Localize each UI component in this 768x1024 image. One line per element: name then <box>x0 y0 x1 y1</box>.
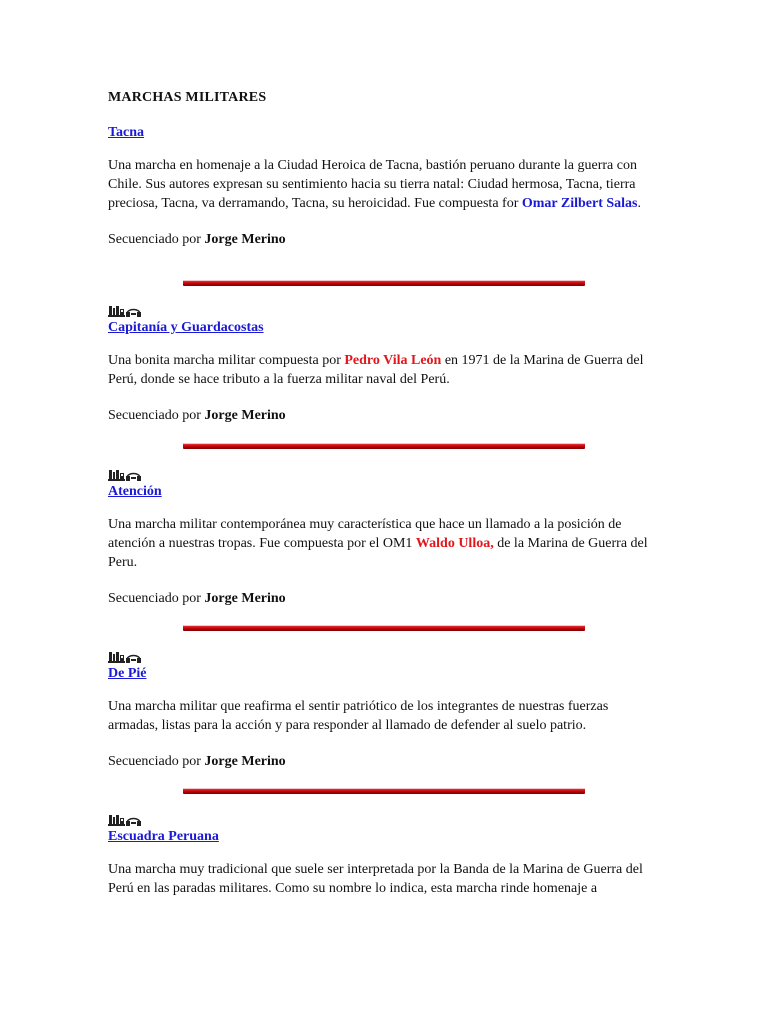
march-description: Una marcha en homenaje a la Ciudad Heroica de Tacna, bastión peruano durante la guerra con Chile. Sus autores expresan su sentimiento hacia su tierra natal: Ciudad hermosa, Tacna, tierra preciosa, Tacna, va derramando, Tacna, su heroicidad. Fue compuesta for Omar Zilbert Salas. <box>108 158 642 211</box>
media-icons <box>108 467 648 481</box>
headphones-icon[interactable] <box>126 652 141 663</box>
march-description: Una marcha muy tradicional que suele ser interpretada por la Banda de la Marina de Guerra del Perú en las paradas militares. Como su nombre lo indica, esta marcha rinde homenaje a <box>108 862 643 896</box>
march-section-tacna <box>108 124 648 249</box>
march-link-atencion[interactable]: Atención <box>108 484 162 499</box>
sequenced-by: Secuenciado por Jorge Merino <box>108 408 286 423</box>
march-section-de-pie <box>108 649 648 771</box>
headphones-icon[interactable] <box>126 815 141 826</box>
composer-name: Omar Zilbert Salas <box>521 196 638 211</box>
player-controls-icon[interactable] <box>108 652 125 663</box>
march-description: Una marcha militar que reafirma el sentir patriótico de los integrantes de nuestras fuerzas armadas, listas para la acción y para responder al llamado de defender al suelo patrio. <box>108 699 609 733</box>
march-link-de-pie[interactable]: De Pié <box>108 666 147 681</box>
sequenced-by: Secuenciado por Jorge Merino <box>108 591 286 606</box>
section-divider <box>183 280 585 286</box>
march-section-atencion <box>108 467 648 608</box>
march-link-capitania[interactable]: Capitanía y Guardacostas <box>108 320 264 335</box>
media-icons <box>108 303 648 317</box>
march-section-capitania <box>108 303 648 425</box>
march-link-tacna[interactable]: Tacna <box>108 125 145 140</box>
section-divider <box>183 788 585 794</box>
march-description: Una bonita marcha militar compuesta por Pedro Vila León en 1971 de la Marina de Guerra del Perú, donde se hace tributo a la fuerza militar naval del Perú. <box>108 353 644 387</box>
headphones-icon[interactable] <box>126 470 141 481</box>
sequencer-name: Jorge Merino <box>204 408 286 423</box>
march-link-escuadra-peruana[interactable]: Escuadra Peruana <box>108 829 219 844</box>
page-title: MARCHAS MILITARES <box>108 90 267 105</box>
sequenced-by: Secuenciado por Jorge Merino <box>108 232 286 247</box>
sequencer-name: Jorge Merino <box>204 591 286 606</box>
composer-name: Waldo Ulloa, <box>415 536 494 551</box>
section-divider <box>183 625 585 631</box>
sequenced-by: Secuenciado por Jorge Merino <box>108 754 286 769</box>
player-controls-icon[interactable] <box>108 470 125 481</box>
march-description: Una marcha militar contemporánea muy característica que hace un llamado a la posición de atención a nuestras tropas. Fue compuesta por el OM1 Waldo Ulloa, de la Marina de Guerra del Peru. <box>108 517 648 570</box>
section-divider <box>183 443 585 449</box>
headphones-icon[interactable] <box>126 306 141 317</box>
sequencer-name: Jorge Merino <box>204 754 286 769</box>
media-icons <box>108 812 648 826</box>
player-controls-icon[interactable] <box>108 815 125 826</box>
media-icons <box>108 649 648 663</box>
composer-name: Pedro Vila León <box>344 353 442 368</box>
sequencer-name: Jorge Merino <box>204 232 286 247</box>
player-controls-icon[interactable] <box>108 306 125 317</box>
march-section-escuadra-peruana <box>108 812 648 898</box>
